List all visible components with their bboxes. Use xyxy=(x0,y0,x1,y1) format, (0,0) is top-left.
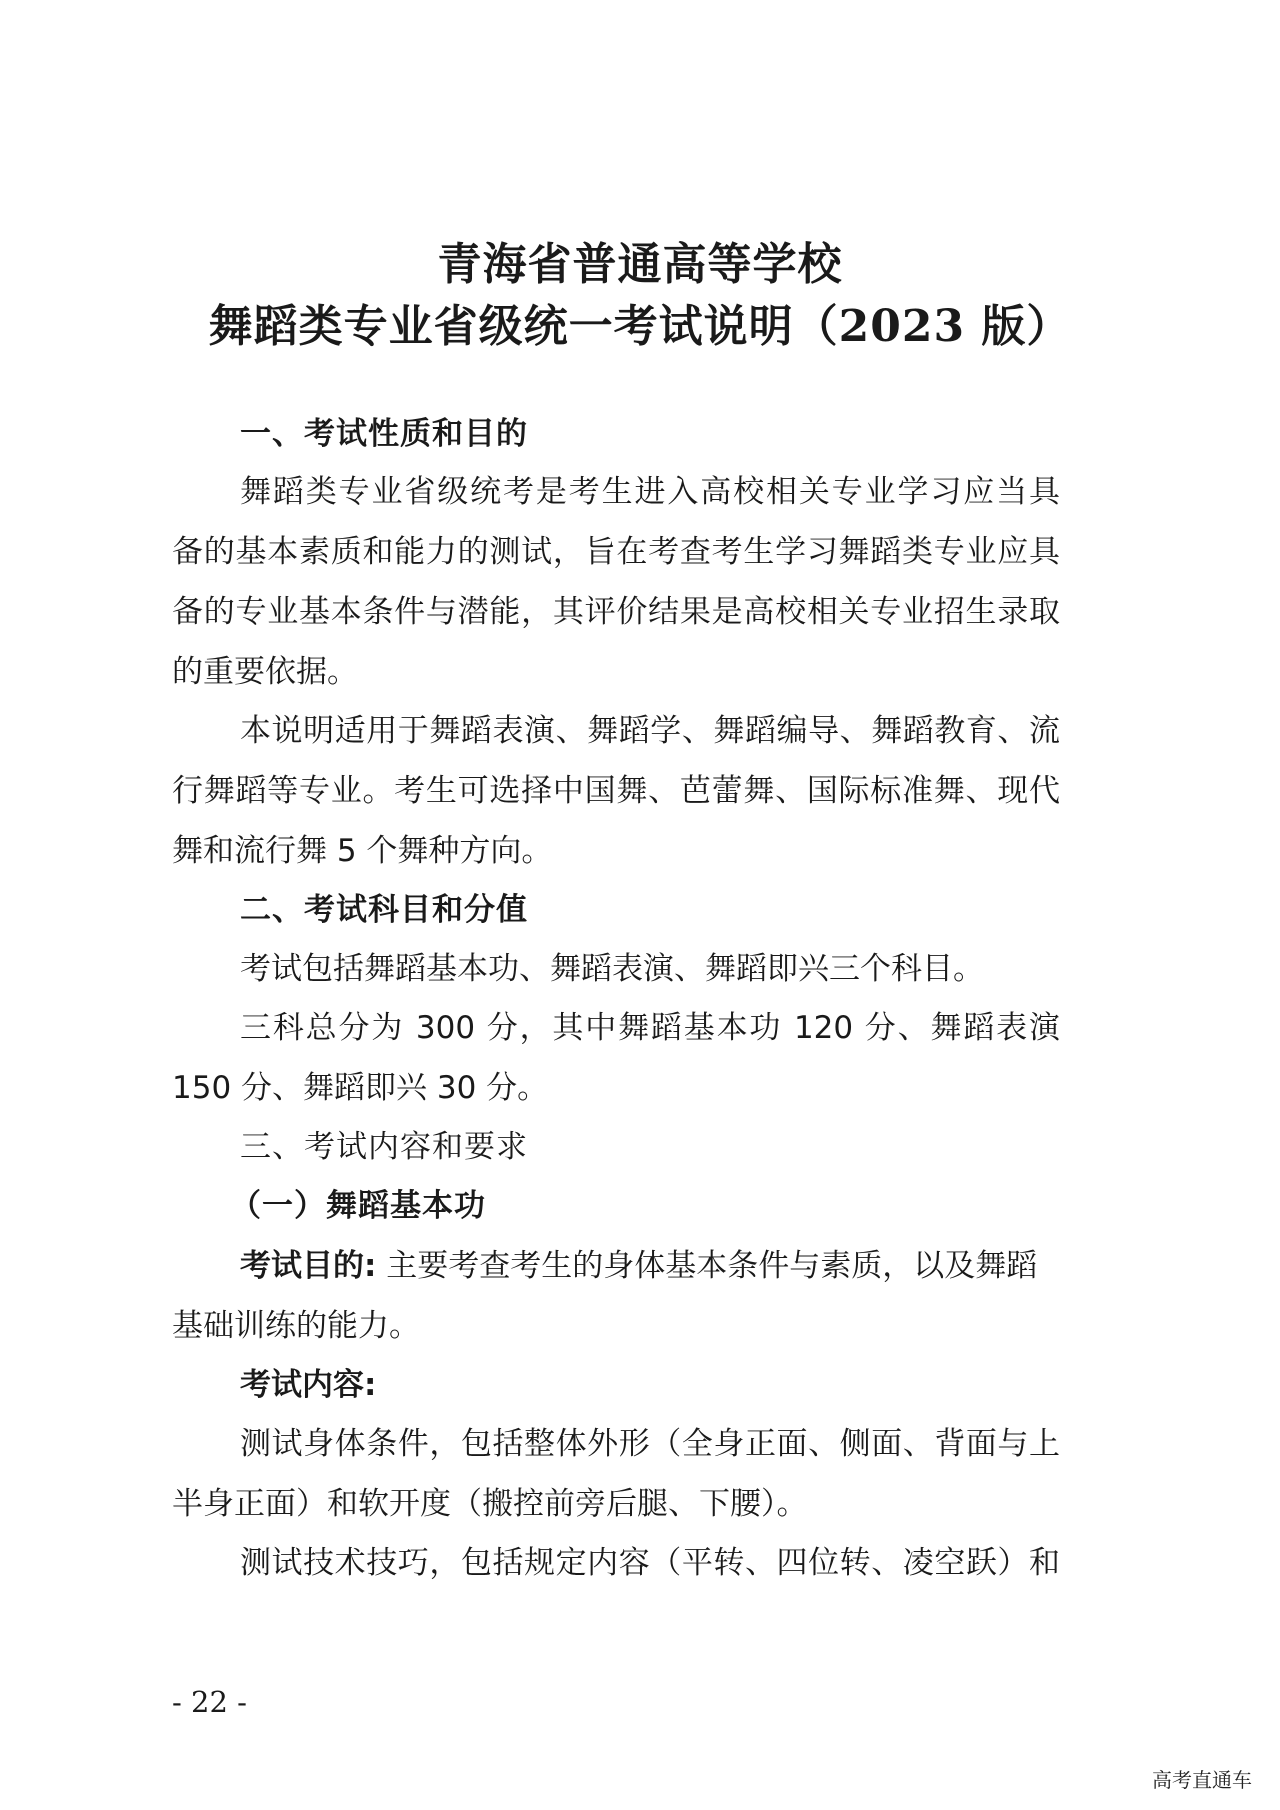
paragraph-line: 的重要依据。 xyxy=(172,654,358,690)
paragraph-line: 舞蹈类专业省级统考是考生进入高校相关专业学习应当具 xyxy=(240,474,1060,510)
paragraph-line xyxy=(240,1240,1060,1285)
section-heading-3: 三、考试内容和要求 xyxy=(240,1129,528,1165)
paragraph-line: 备的基本素质和能力的测试，旨在考查考生学习舞蹈类专业应具 xyxy=(172,534,1060,570)
watermark: 高考直通车 xyxy=(1152,1768,1252,1792)
document-title-line1: 青海省普通高等学校 xyxy=(437,239,843,290)
paragraph-line: 半身正面）和软开度（搬控前旁后腿、下腰）。 xyxy=(172,1486,808,1522)
paragraph-line: 备的专业基本条件与潜能，其评价结果是高校相关专业招生录取 xyxy=(172,594,1060,630)
label-exam-content: 考试内容: xyxy=(240,1367,377,1403)
paragraph-text: 主要考查考生的身体基本条件与素质，以及舞蹈 xyxy=(386,1248,1038,1284)
label-exam-purpose: 考试目的: xyxy=(240,1248,377,1284)
paragraph-line: 三科总分为 300 分，其中舞蹈基本功 120 分、舞蹈表演 xyxy=(240,1010,1060,1046)
document-title-line2: 舞蹈类专业省级统一考试说明（2023 版） xyxy=(208,301,1072,352)
paragraph-line: 150 分、舞蹈即兴 30 分。 xyxy=(172,1070,549,1106)
subsection-heading: （一）舞蹈基本功 xyxy=(230,1188,486,1224)
paragraph-line: 考试包括舞蹈基本功、舞蹈表演、舞蹈即兴三个科目。 xyxy=(240,951,984,987)
page-number: - 22 - xyxy=(172,1685,247,1719)
section-heading-2: 二、考试科目和分值 xyxy=(240,892,528,928)
paragraph-line: 本说明适用于舞蹈表演、舞蹈学、舞蹈编导、舞蹈教育、流 xyxy=(240,713,1060,749)
paragraph-line: 测试身体条件，包括整体外形（全身正面、侧面、背面与上 xyxy=(240,1426,1060,1462)
paragraph-line: 测试技术技巧，包括规定内容（平转、四位转、凌空跃）和 xyxy=(240,1545,1060,1581)
paragraph-line: 行舞蹈等专业。考生可选择中国舞、芭蕾舞、国际标准舞、现代 xyxy=(172,773,1060,809)
section-heading-1: 一、考试性质和目的 xyxy=(240,416,528,452)
paragraph-line: 基础训练的能力。 xyxy=(172,1308,420,1344)
paragraph-line: 舞和流行舞 5 个舞种方向。 xyxy=(172,833,553,869)
